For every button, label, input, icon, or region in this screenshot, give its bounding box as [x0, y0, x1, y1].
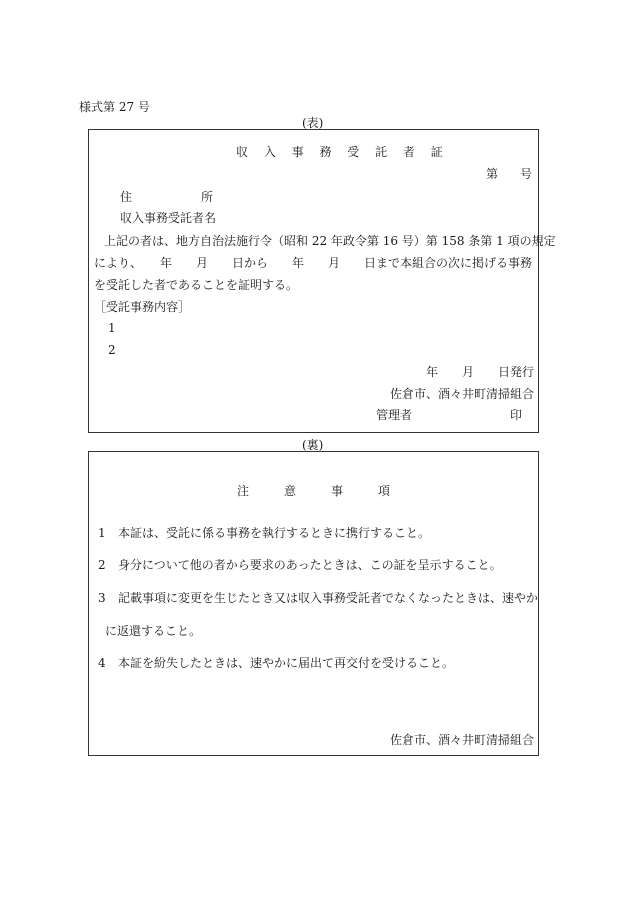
- note-4-number: 4: [98, 656, 106, 670]
- note-3-number: 3: [98, 591, 106, 605]
- note-2-number: 2: [98, 558, 106, 572]
- back-title-char-3: 事: [331, 484, 344, 498]
- note-1-text: 本証は、受託に係る事務を執行するときに携行すること。: [118, 526, 431, 540]
- number-prefix: 第: [486, 167, 499, 181]
- note-4-text: 本証を紛失したときは、速やかに届出て再交付を受けること。: [118, 656, 455, 670]
- number-suffix: 号: [520, 167, 533, 181]
- note-1-number: 1: [98, 526, 106, 540]
- back-issuer: 佐倉市、酒々井町清掃組合: [390, 733, 535, 747]
- issue-date: 年 月 日発行: [426, 365, 535, 379]
- name-label: 収入事務受託者名: [120, 211, 217, 225]
- body-line-3: を受託した者であることを証明する。: [94, 278, 299, 292]
- front-issuer: 佐倉市、酒々井町清掃組合: [390, 387, 535, 401]
- content-item-2: 2: [108, 343, 116, 357]
- manager-label: 管理者: [376, 408, 413, 422]
- note-3-text: 記載事項に変更を生じたとき又は収入事務受託者でなくなったときは、速やか: [118, 591, 539, 605]
- back-title-char-2: 意: [284, 484, 297, 498]
- back-title-char-4: 項: [378, 484, 391, 498]
- seal-label: 印: [510, 408, 523, 422]
- note-2-text: 身分について他の者から要求のあったときは、この証を呈示すること。: [118, 558, 502, 572]
- body-line-1: 上記の者は、地方自治法施行令（昭和 22 年政令第 16 号）第 158 条第 1 項の規定: [104, 234, 556, 248]
- note-3-continuation: に返還すること。: [105, 624, 202, 638]
- back-title-char-1: 注: [237, 484, 250, 498]
- back-label: (裏): [302, 438, 324, 452]
- front-title: 収 入 事 務 受 託 者 証: [236, 145, 449, 159]
- front-label: (表): [302, 116, 324, 130]
- address-label-2: 所: [201, 190, 214, 204]
- content-heading: ［受託事務内容］: [94, 300, 191, 314]
- content-item-1: 1: [108, 321, 116, 335]
- form-number: 様式第 27 号: [79, 100, 150, 114]
- address-label-1: 住: [120, 190, 133, 204]
- body-line-2: により、 年 月 日から 年 月 日まで本組合の次に掲げる事務: [94, 256, 533, 270]
